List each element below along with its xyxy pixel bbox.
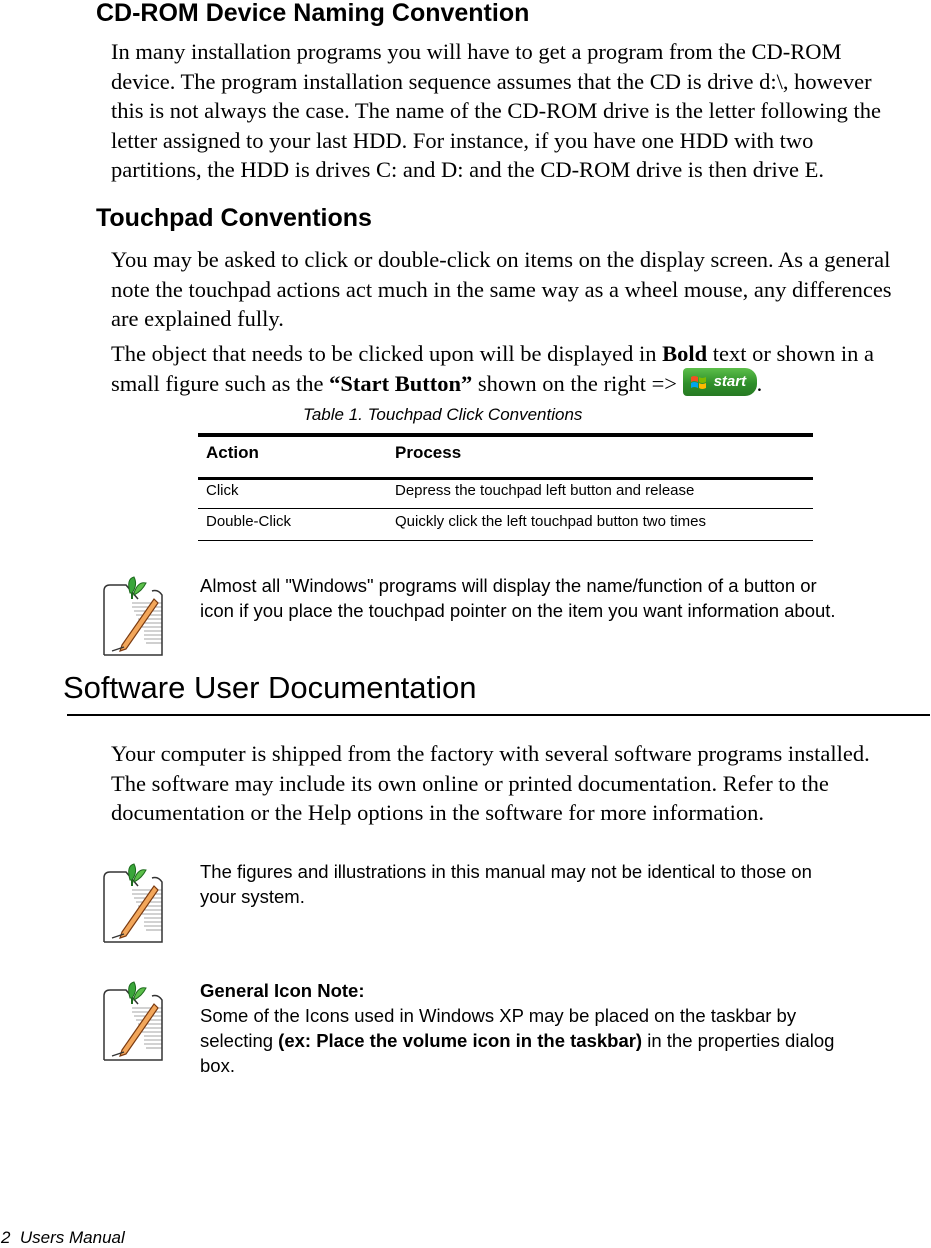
start-button-image [683,368,757,396]
table-header-action: Action [206,443,259,462]
table-top-rule [198,433,813,437]
software-line: Your computer is shipped from the factory with several software programs installed. [111,741,870,766]
note-figures [200,859,812,909]
note-line: Some of the Icons used in Windows XP may be placed on the taskbar by [200,1005,797,1026]
start-button-label: “Start Button” [329,370,473,396]
table-header-process: Process [395,443,462,462]
note-pad-pencil-icon [102,860,166,944]
software-heading: Software User Documentation [63,670,477,705]
page-footer: 2 Users Manual [1,1228,125,1247]
text: in the properties dialog [642,1030,835,1051]
windows-flag-icon [691,375,706,389]
table-cell: Double-Click [206,513,292,530]
table-row-rule [198,508,813,509]
touchpad-heading: Touchpad Conventions [96,204,372,232]
note-line: The figures and illustrations in this manual may not be identical to those on [200,861,812,882]
start-text: start [713,373,747,391]
note-pad-pencil-icon [102,978,166,1062]
cdrom-line: partitions, the HDD is drives C: and D: and the CD-ROM drive is then drive E. [111,157,825,182]
software-line: The software may include its own online or printed documentation. Refer to the [111,770,829,796]
section-rule [67,714,930,716]
text: small figure such as the [111,370,330,396]
table-cell: Depress the touchpad left button and release [395,482,695,499]
cdrom-line: device. The program installation sequence assumes that the CD is drive d:\, however [111,68,872,94]
text: shown on the right => [472,370,683,396]
text: The object that needs to be clicked upon will be displayed in [111,341,663,366]
cdrom-paragraph [111,37,881,185]
note-line: Almost all "Windows" programs will display the name/function of a button or [200,575,817,596]
touchpad-paragraph-2 [111,339,874,399]
touchpad-line: You may be asked to click or double-click on items on the display screen. As a general [111,247,891,272]
table-header-rule [198,477,813,480]
note-title: General Icon Note: [200,980,365,1001]
table-cell: Quickly click the left touchpad button two times [395,513,706,530]
cdrom-line: this is not always the case. The name of the CD-ROM drive is the letter following the [111,98,882,123]
note-line: box. [200,1055,235,1076]
software-paragraph [111,739,870,828]
note-general-icon [200,978,834,1078]
bold-word: Bold [662,341,708,366]
touchpad-line: note the touchpad actions act much in the same way as a wheel mouse, any differences [111,276,892,302]
text: selecting [200,1030,279,1051]
table-bottom-rule [198,540,813,541]
touchpad-paragraph-1 [111,245,892,334]
touchpad-line: are explained fully. [111,306,284,331]
text: . [756,370,763,396]
note-line: icon if you place the touchpad pointer on the item you want information about. [200,600,836,621]
note-pad-pencil-icon [102,573,166,657]
cdrom-heading: CD-ROM Device Naming Convention [96,0,530,27]
text: text or shown in a [707,341,874,366]
bold-phrase: (ex: Place the volume icon in the taskbar) [278,1030,643,1051]
cdrom-line: In many installation programs you will have to get a program from the CD-ROM [111,39,842,64]
table-cell: Click [206,482,239,499]
note-touchpad [200,573,836,623]
table-caption: Table 1. Touchpad Click Conventions [303,405,583,424]
software-line: documentation or the Help options in the software for more information. [111,800,764,825]
cdrom-line: letter assigned to your last HDD. For instance, if you have one HDD with two [111,127,814,153]
note-line: your system. [200,886,305,907]
